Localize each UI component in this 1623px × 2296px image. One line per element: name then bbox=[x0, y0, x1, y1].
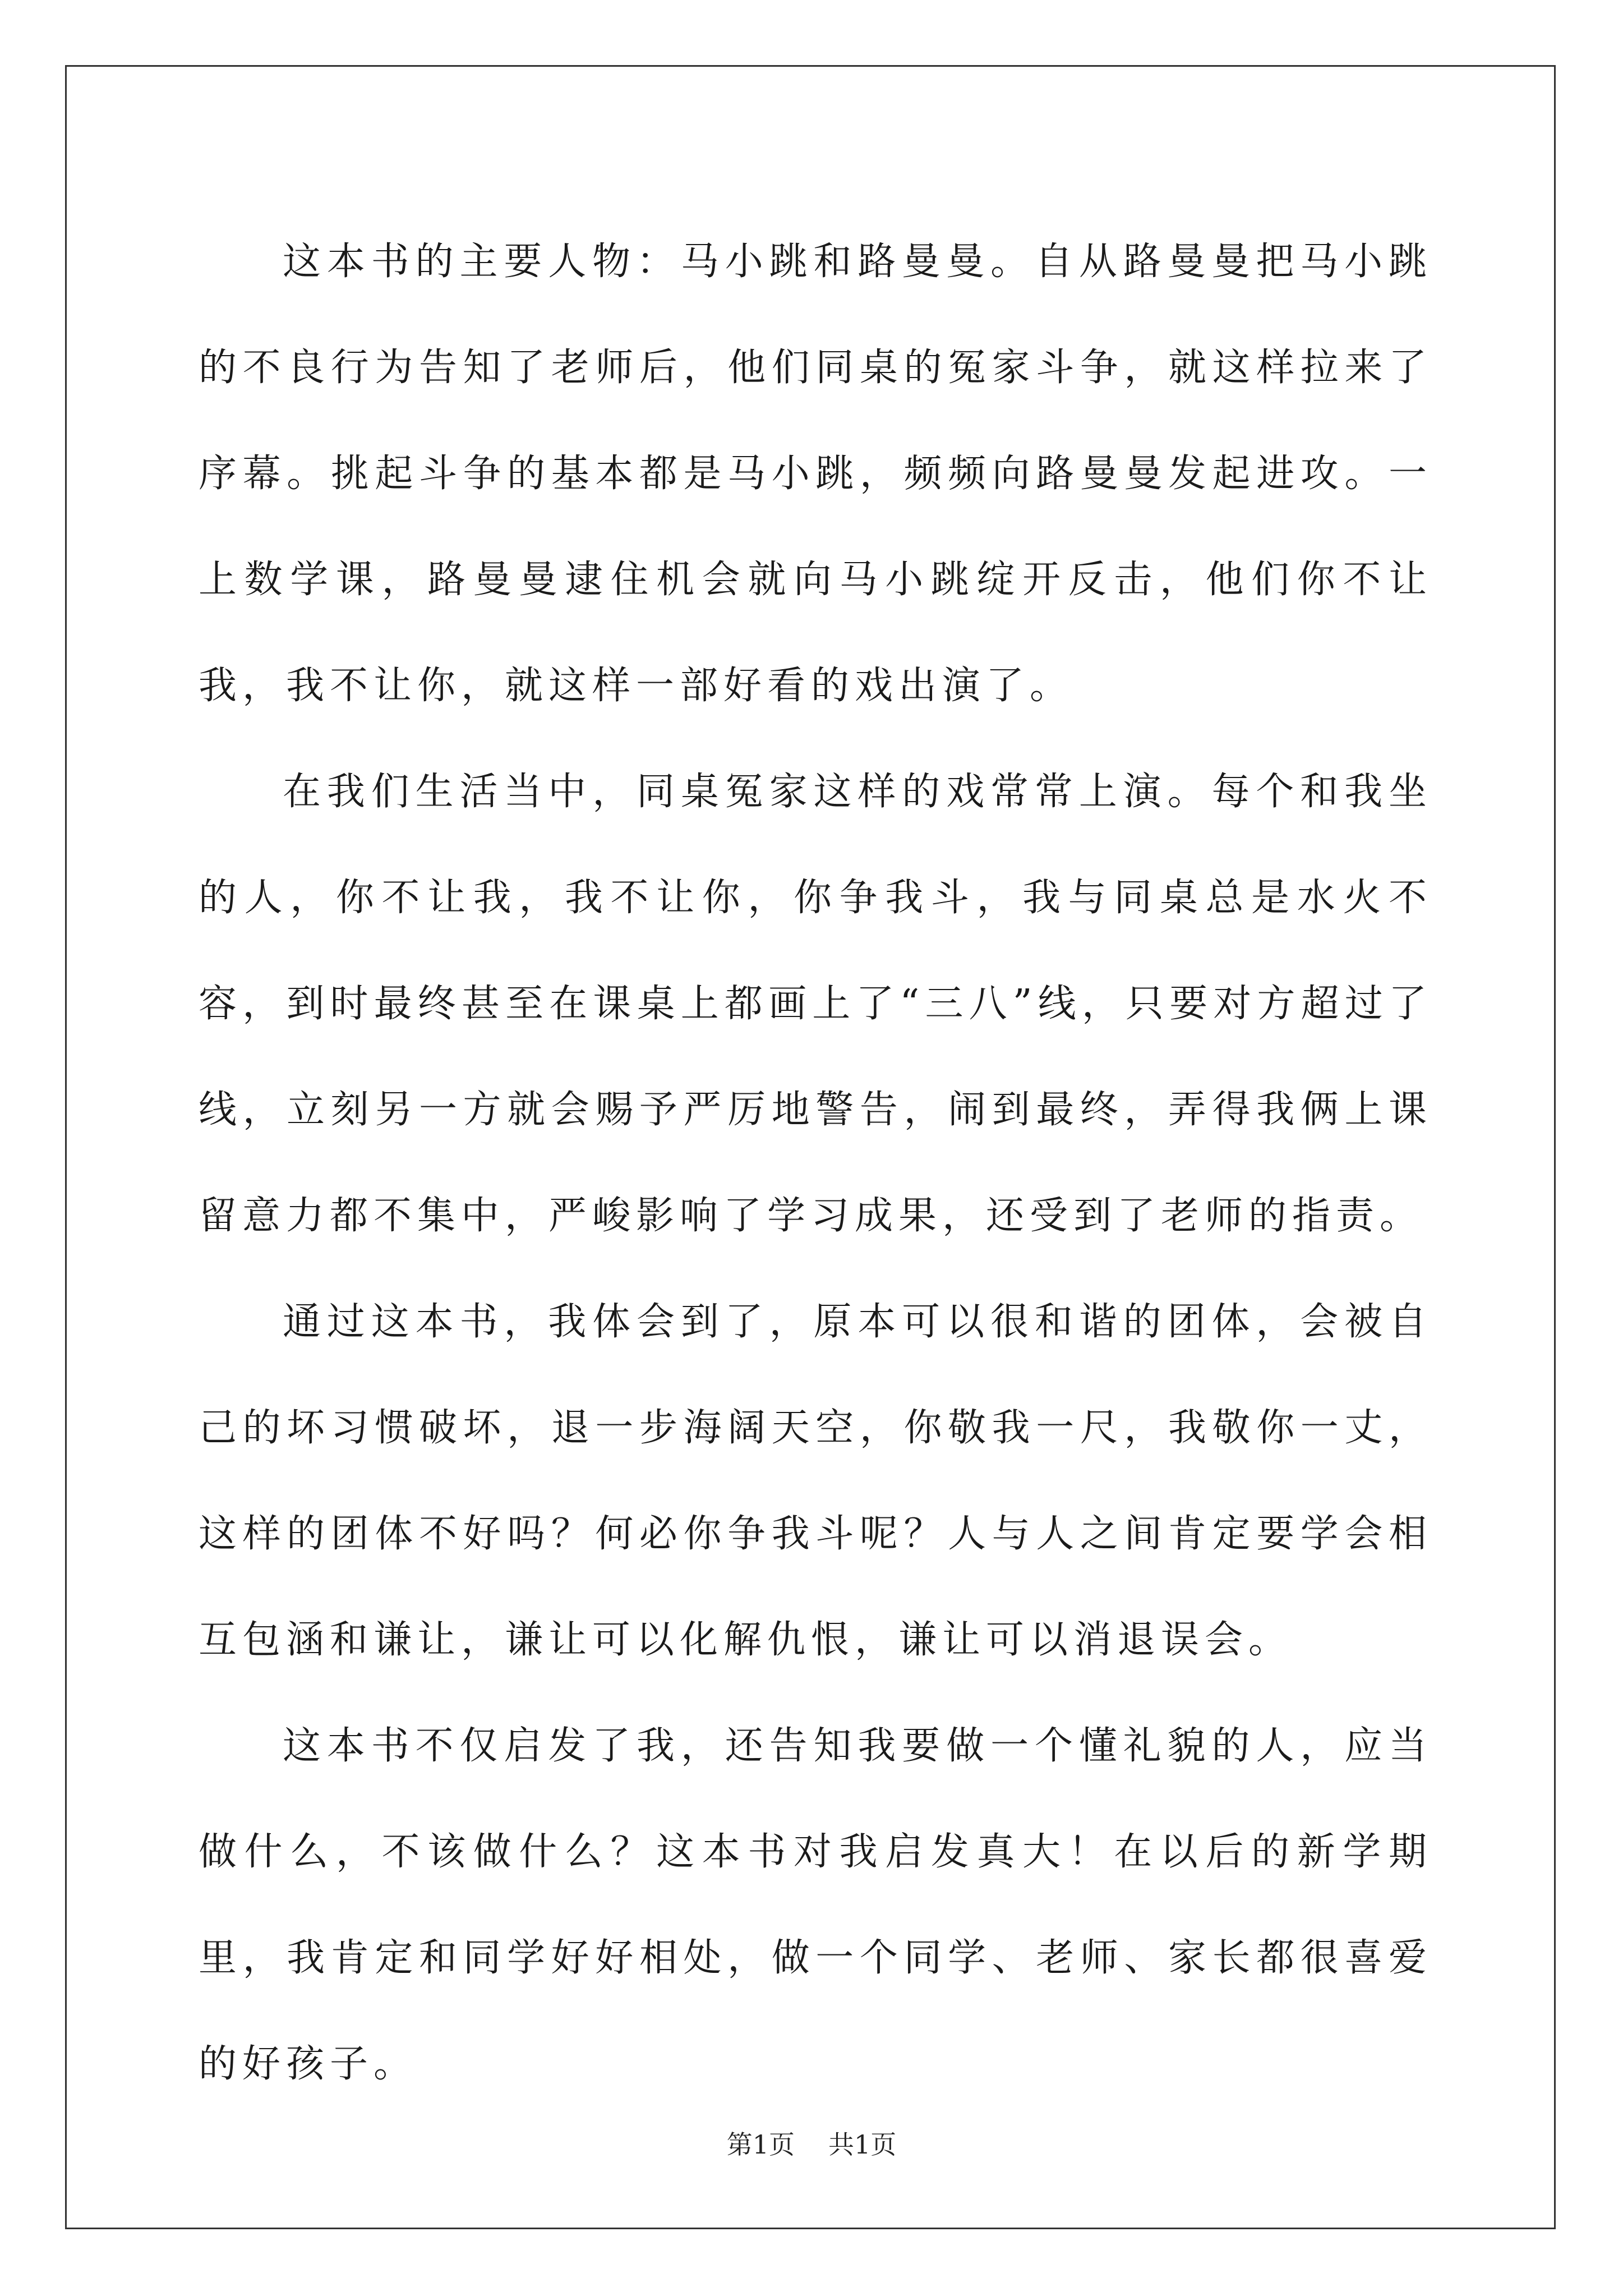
page-number-current: 第1页 bbox=[726, 2129, 795, 2160]
paragraph-4: 这本书不仅启发了我，还告知我要做一个懂礼貌的人，应当做什么，不该做什么？这本书对我启发真大！在以后的新学期里，我肯定和同学好好相处，做一个同学、老师、家长都很喜爱的好孩子。 bbox=[199, 1724, 1432, 2086]
document-body bbox=[199, 209, 1432, 2117]
paragraph-1: 这本书的主要人物：马小跳和路曼曼。自从路曼曼把马小跳的不良行为告知了老师后，他们同桌的冤家斗争，就这样拉来了序幕。挑起斗争的基本都是马小跳，频频向路曼曼发起进攻。一上数学课，路曼曼逮住机会就向马小跳绽开反击，他们你不让我，我不让你，就这样一部好看的戏出演了。 bbox=[199, 240, 1432, 708]
paragraph-2: 在我们生活当中，同桌冤家这样的戏常常上演。每个和我坐的人，你不让我，我不让你，你争我斗，我与同桌总是水火不容，到时最终甚至在课桌上都画上了“三八”线，只要对方超过了线，立刻另一方就会赐予严厉地警告，闹到最终，弄得我俩上课留意力都不集中，严峻影响了学习成果，还受到了老师的指责。 bbox=[199, 770, 1432, 1238]
page-number-total: 共1页 bbox=[828, 2129, 897, 2160]
page-footer bbox=[0, 2128, 1623, 2161]
paragraph-3: 通过这本书，我体会到了，原本可以很和谐的团体，会被自己的坏习惯破坏，退一步海阔天空，你敬我一尺，我敬你一丈，这样的团体不好吗？何必你争我斗呢？人与人之间肯定要学会相互包涵和谦让，谦让可以化解仇恨，谦让可以消退误会。 bbox=[199, 1300, 1432, 1662]
